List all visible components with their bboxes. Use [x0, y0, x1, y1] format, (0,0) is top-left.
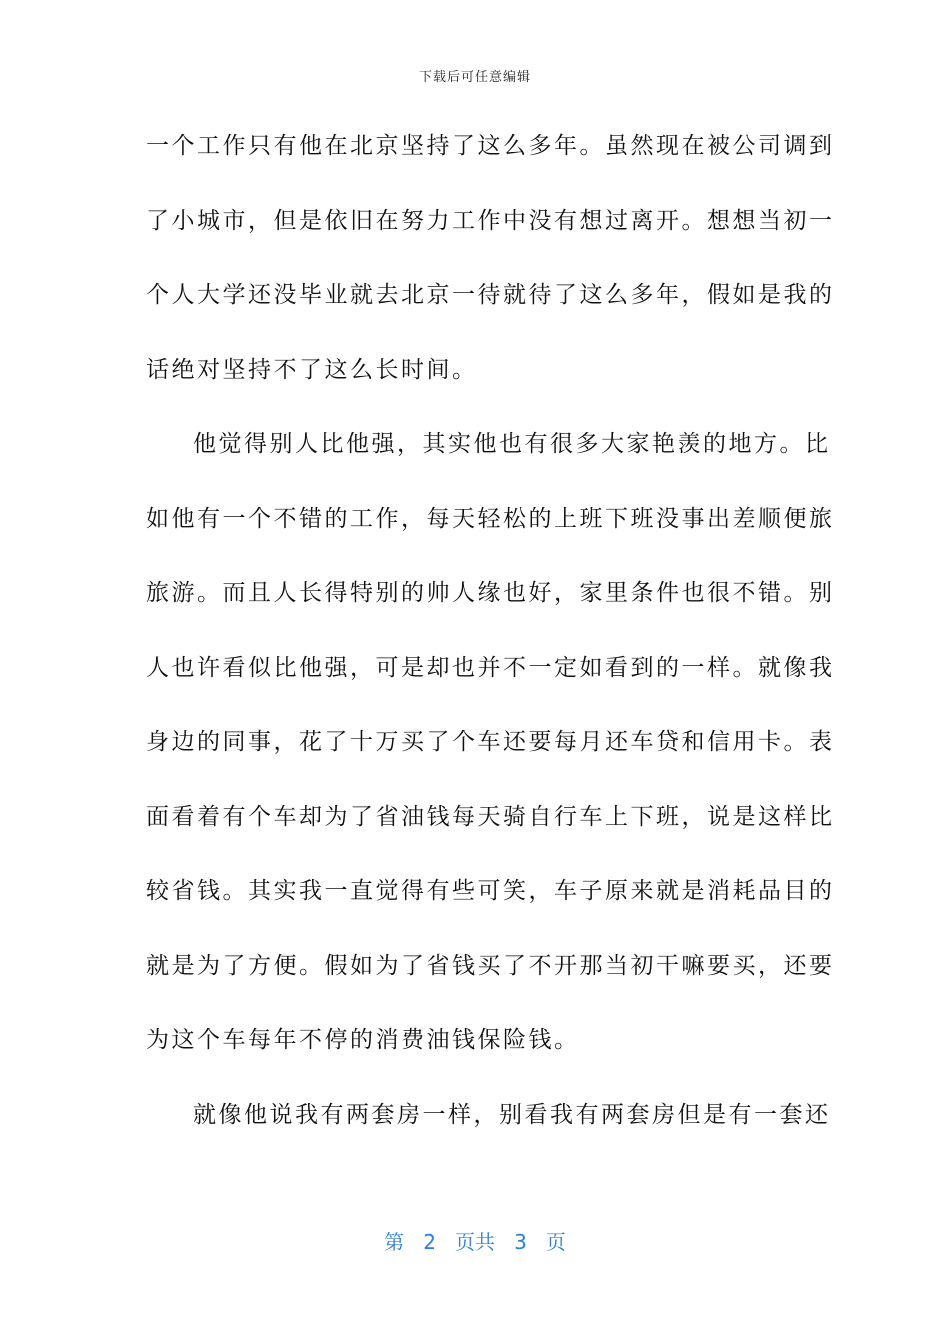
- body-line: 一个工作只有他在北京坚持了这么多年。虽然现在被公司调到: [146, 133, 835, 159]
- body-line-paragraph-start: 他觉得别人比他强，其实他也有很多大家艳羡的地方。比: [193, 431, 831, 457]
- body-line: 话绝对坚持不了这么长时间。: [146, 356, 478, 383]
- document-body: [146, 122, 835, 1165]
- body-line: 为这个车每年不停的消费油钱保险钱。: [146, 1027, 580, 1053]
- body-line: 身边的同事，花了十万买了个车还要每月还车贷和信用卡。表: [146, 729, 835, 755]
- page-footer: [0, 1226, 950, 1255]
- body-line: 就是为了方便。假如为了省钱买了不开那当初干嘛要买，还要: [146, 952, 835, 979]
- body-line: 了小城市，但是依旧在努力工作中没有想过离开。想想当初一: [146, 207, 835, 234]
- body-line: 面看着有个车却为了省油钱每天骑自行车上下班，说是这样比: [146, 803, 835, 830]
- header-note: 下载后可任意编辑: [418, 70, 531, 85]
- body-line: 如他有一个不错的工作，每天轻松的上班下班没事出差顺便旅: [146, 505, 835, 532]
- footer-prefix: 第: [384, 1230, 405, 1254]
- footer-middle: 页共: [455, 1230, 495, 1254]
- body-line: 旅游。而且人长得特别的帅人缘也好，家里条件也很不错。别: [146, 580, 835, 606]
- body-line: 人也许看似比他强，可是却也并不一定如看到的一样。就像我: [146, 654, 835, 681]
- current-page-number: 2: [423, 1230, 436, 1254]
- footer-suffix: 页: [545, 1230, 566, 1254]
- body-line: 较省钱。其实我一直觉得有些可笑，车子原来就是消耗品目的: [146, 878, 835, 904]
- body-line-paragraph-start: 就像他说我有两套房一样，别看我有两套房但是有一套还: [193, 1101, 831, 1128]
- body-line: 个人大学还没毕业就去北京一待就待了这么多年，假如是我的: [146, 282, 835, 308]
- total-pages-number: 3: [514, 1230, 527, 1254]
